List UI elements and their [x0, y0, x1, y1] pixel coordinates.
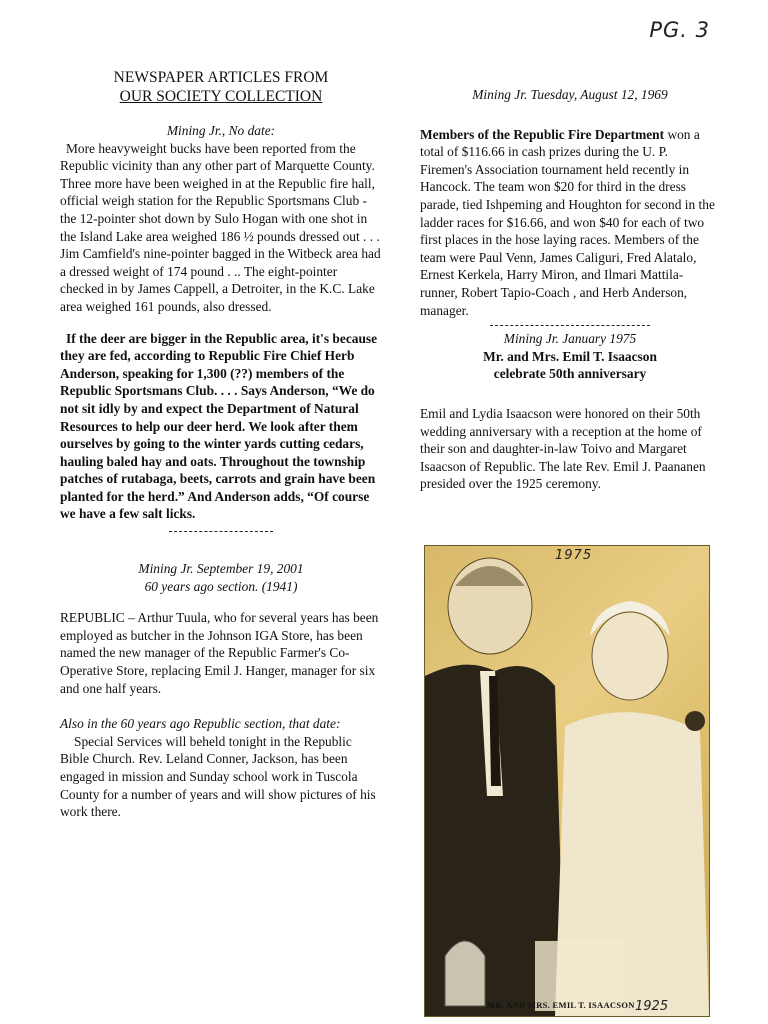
page-headline: [60, 68, 382, 106]
article-5-source: Mining Jr. January 1975: [503, 331, 637, 347]
article-5-title-line-2: celebrate 50th anniversary: [493, 366, 647, 382]
article-1-bold-quote: If the deer are bigger in the Republic area, it's because they are fed, according to Republic Fire Chief Herb Anderson, speaking for 1,300 (??) members of the Republic Sportsmans Club. . . . Says Anderson, “We do not sit idly by and expect the Department of Natural Resources to help our deer herd. We look after them ourselves by going to the winter yards cutting cedars, hauling baled hay and oats. Throughout the township patches of rutabaga, beets, carrots and grain have been planted for the herd.” And Anderson adds, “Of course we have a few salt licks.: [60, 330, 378, 522]
right-column: [420, 86, 720, 493]
article-1-source: Mining Jr., No date:: [166, 123, 276, 138]
photo-year-bottom: 1925: [635, 999, 669, 1014]
article-4-lead: Members of the Republic Fire Department: [420, 126, 665, 142]
article-2-source-line-1: Mining Jr. September 19, 2001: [138, 561, 304, 577]
left-column: [60, 68, 382, 821]
article-5-body: Emil and Lydia Isaacson were honored on their 50th wedding anniversary with a reception at the home of their son and daughter-in-law Toivo and Margaret Isaacson of Republic. The late Rev. Emil J. Paananen presided over the 1925 ceremony.: [420, 405, 706, 492]
anniversary-photo: [424, 545, 710, 1017]
article-3-source: Also in the 60 years ago Republic section, that date:: [60, 716, 341, 732]
article-2-source-line-2: 60 years ago section. (1941): [144, 578, 298, 594]
article-5-title-line-1: Mr. and Mrs. Emil T. Isaacson: [483, 348, 657, 364]
photo-illustration: [425, 546, 709, 1016]
headline-line-1: NEWSPAPER ARTICLES FROM: [113, 69, 329, 86]
photo-caption: MR. AND MRS. EMIL T. ISAACSON: [487, 1000, 635, 1010]
article-1-body: More heavyweight bucks have been reported from the Republic vicinity than any other part of Marquette County. Three more have been weighed in at the Republic fire hall, official weigh station for the Republic Sportsmans Club - the 12-pointer shot down by Sulo Hogan with one shot in the Island Lake area weighed 186 ½ pounds dressed out . . . Jim Camfield's nine-pointer bagged in the Witbeck area had a dressed weight of 174 pound . .. The eight-pointer checked in by James Cappell, a Detroiter, in the K.C. Lake area weighed 161 pounds, also dressed.: [60, 140, 381, 314]
article-2-body: REPUBLIC – Arthur Tuula, who for several years has been employed as butcher in the Johnson IGA Store, has been named the new manager of the Republic Farmer's Co-Operative Store, replacing Emil J. Hanger, manager for six and one half years.: [60, 610, 379, 696]
article-4-source: Mining Jr. Tuesday, August 12, 1969: [472, 87, 668, 102]
headline-line-2: OUR SOCIETY COLLECTION: [119, 88, 323, 105]
photo-year-top: 1975: [555, 548, 593, 563]
article-3-body: Special Services will beheld tonight in the Republic Bible Church. Rev. Leland Conner, Jackson, has been engaged in mission and Sunday school work in Tuscola County for a number of years and will show pictures of his work there.: [60, 733, 376, 820]
page-number-handwritten: PG. 3: [649, 18, 710, 42]
section-divider-right: [490, 325, 650, 326]
article-4-body: won a total of $116.66 in cash prizes during the U. P. Firemen's Association tournament held recently in Hancock. The team won $20 for third in the dress parade, tied Ishpeming and Houghton for second in the ladder races for $16.66, and won $40 for each of two first places in the hose laying races. Members of the team were Paul Venn, James Caliguri, Fred Alatalo, Ernest Kerkela, Harry Miron, and Ilmari Mattila-runner, Robert Tapio-Coach , and Herb Anderson, manager.: [420, 126, 715, 318]
